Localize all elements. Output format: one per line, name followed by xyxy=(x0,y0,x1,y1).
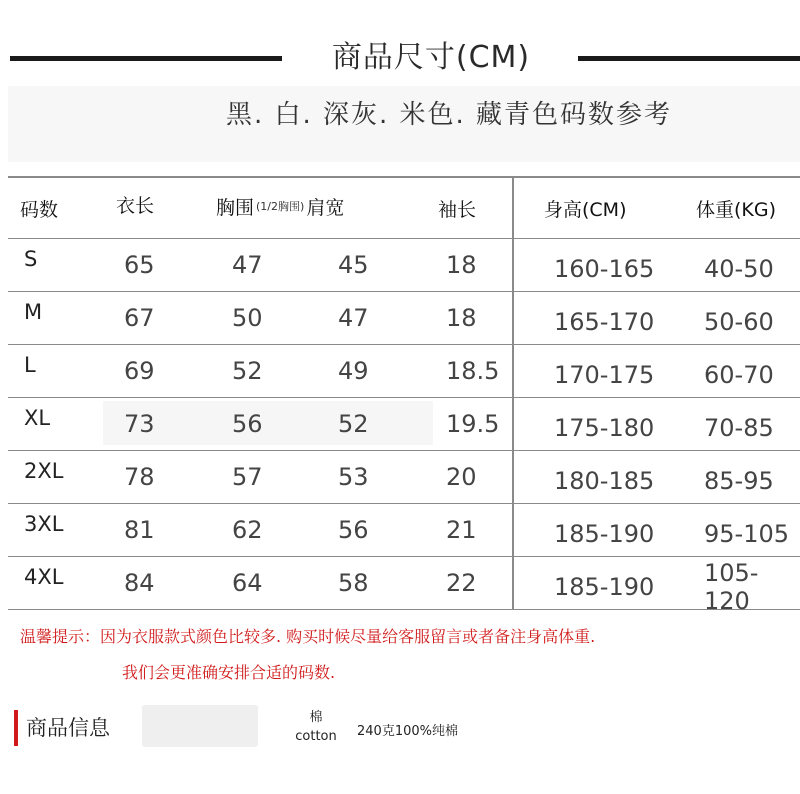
header-sleeve: 袖长 xyxy=(438,198,477,221)
column-divider xyxy=(512,345,514,397)
cell-height: 165-170 xyxy=(554,308,655,336)
cell-size: S xyxy=(24,247,38,271)
cell-shoulder: 53 xyxy=(338,463,369,491)
product-info-label: 商品信息 xyxy=(26,716,110,740)
fabric-swatch xyxy=(142,705,258,747)
notice-line-2: 我们会更准确安排合适的码数. xyxy=(122,663,336,682)
title-divider-left xyxy=(10,56,282,61)
cell-chest: 57 xyxy=(232,463,263,491)
column-divider xyxy=(512,451,514,503)
cell-size: 2XL xyxy=(24,459,64,483)
fabric-composition: 240克100%纯棉 xyxy=(357,724,458,739)
cell-chest: 52 xyxy=(232,357,263,385)
header-length: 衣长 xyxy=(116,194,155,217)
column-divider xyxy=(512,398,514,450)
cell-size: XL xyxy=(24,406,51,430)
cell-length: 78 xyxy=(124,463,155,491)
cell-sleeve: 18 xyxy=(446,251,477,279)
cell-shoulder: 52 xyxy=(338,410,369,438)
cell-length: 73 xyxy=(124,410,155,438)
header-weight: 体重(KG) xyxy=(696,198,777,221)
section-marker xyxy=(14,710,18,746)
header-height: 身高(CM) xyxy=(544,198,627,221)
color-size-subtitle: 黑. 白. 深灰. 米色. 藏青色码数参考 xyxy=(225,100,673,130)
cell-sleeve: 21 xyxy=(446,516,477,544)
table-row xyxy=(8,239,800,292)
cell-weight: 85-95 xyxy=(704,467,774,495)
cell-length: 84 xyxy=(124,569,155,597)
notice-line-1: 温馨提示：因为衣服款式颜色比较多. 购买时候尽量给客服留言或者备注身高体重. xyxy=(20,627,596,646)
cell-weight: 105-120 xyxy=(704,559,759,615)
column-divider xyxy=(512,239,514,291)
cell-chest: 64 xyxy=(232,569,263,597)
subtitle-band xyxy=(8,86,800,162)
product-info-section xyxy=(0,700,800,760)
cell-weight: 40-50 xyxy=(704,255,774,283)
cell-chest: 62 xyxy=(232,516,263,544)
cell-size: 4XL xyxy=(24,565,64,589)
cell-height: 170-175 xyxy=(554,361,655,389)
cell-size: L xyxy=(24,353,36,377)
title-divider-right xyxy=(578,56,800,61)
cell-size: 3XL xyxy=(24,512,64,536)
cell-weight: 60-70 xyxy=(704,361,774,389)
size-table xyxy=(8,176,800,615)
cell-size: M xyxy=(24,300,43,324)
table-row xyxy=(8,398,800,451)
header-size: 码数 xyxy=(20,198,59,221)
cell-length: 81 xyxy=(124,516,155,544)
cell-weight: 95-105 xyxy=(704,520,790,548)
table-row xyxy=(8,557,800,615)
cell-height: 185-190 xyxy=(554,573,655,601)
table-row xyxy=(8,345,800,398)
cell-sleeve: 18.5 xyxy=(446,357,500,385)
cell-shoulder: 49 xyxy=(338,357,369,385)
cell-length: 69 xyxy=(124,357,155,385)
title-row xyxy=(0,22,800,82)
cell-shoulder: 47 xyxy=(338,304,369,332)
cell-length: 65 xyxy=(124,251,155,279)
cell-weight: 50-60 xyxy=(704,308,774,336)
table-row xyxy=(8,451,800,504)
cell-shoulder: 45 xyxy=(338,251,369,279)
page-title: 商品尺寸(CM) xyxy=(331,40,531,75)
cell-height: 160-165 xyxy=(554,255,655,283)
table-row xyxy=(8,292,800,345)
column-divider xyxy=(512,557,514,609)
column-divider xyxy=(512,504,514,556)
header-shoulder: 肩宽 xyxy=(306,196,345,219)
column-divider xyxy=(512,178,514,238)
cell-sleeve: 19.5 xyxy=(446,410,500,438)
fabric-type-cn: 棉 xyxy=(309,710,323,725)
cell-sleeve: 18 xyxy=(446,304,477,332)
cell-shoulder: 58 xyxy=(338,569,369,597)
cell-chest: 47 xyxy=(232,251,263,279)
fabric-type-en: cotton xyxy=(295,729,337,744)
cell-height: 180-185 xyxy=(554,467,655,495)
cell-chest: 56 xyxy=(232,410,263,438)
fabric-type xyxy=(290,708,342,746)
cell-length: 67 xyxy=(124,304,155,332)
cell-weight: 70-85 xyxy=(704,414,774,442)
header-chest-label: 胸围 xyxy=(216,196,255,219)
cell-height: 175-180 xyxy=(554,414,655,442)
table-header-row xyxy=(8,176,800,239)
cell-height: 185-190 xyxy=(554,520,655,548)
cell-shoulder: 56 xyxy=(338,516,369,544)
column-divider xyxy=(512,292,514,344)
cell-sleeve: 22 xyxy=(446,569,477,597)
table-row xyxy=(8,504,800,557)
cell-sleeve: 20 xyxy=(446,463,477,491)
cell-chest: 50 xyxy=(232,304,263,332)
header-chest-note: (1/2胸围) xyxy=(256,200,305,213)
header-chest xyxy=(216,176,344,236)
